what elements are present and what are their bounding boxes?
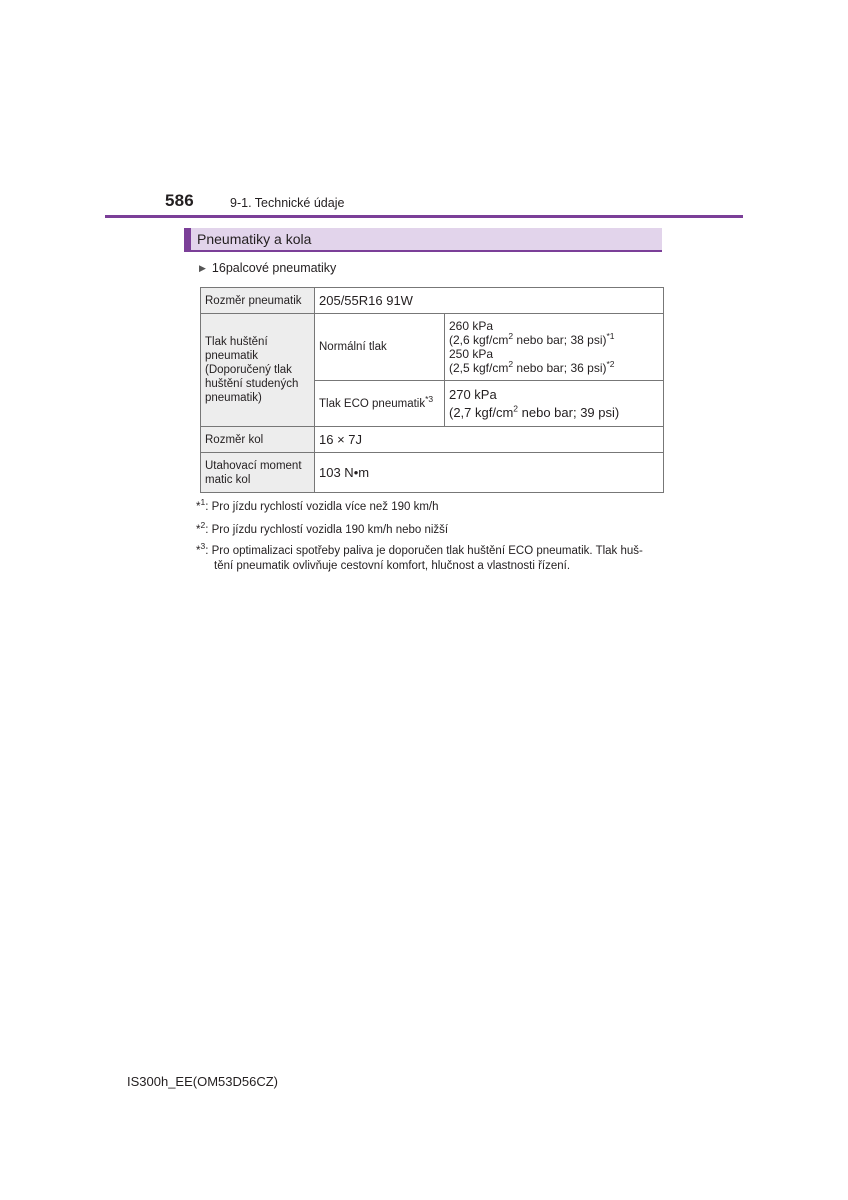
value-line: (2,6 kgf/$cm^2$ nebo bar; 38 psi)$^{*1}$ — [449, 331, 615, 347]
footnote-ref: *2 — [606, 359, 615, 369]
triangle-bullet-icon: ▶ — [199, 263, 206, 273]
footnote-mark: *$^3$ — [196, 541, 206, 557]
specs-table — [200, 287, 664, 493]
row-value: 205/55R16 91W — [315, 288, 664, 314]
header-rule — [105, 215, 743, 218]
footnote-text: : Pro jízdu rychlostí vozidla více než 190 km/h — [205, 501, 439, 513]
title-accent — [184, 228, 191, 250]
footnote — [196, 521, 666, 539]
row-header: Tlak huštění pneumatik (Doporučený tlak huštění studených pneumatik) — [201, 314, 315, 427]
value-line: (2,5 kgf/$cm^2$ nebo bar; 36 psi)$^{*2}$ — [449, 359, 615, 375]
page-number: 586 — [165, 191, 194, 210]
value-line: 260 kPa — [449, 319, 494, 333]
table-row — [201, 314, 664, 381]
footnote — [196, 498, 666, 516]
bullet-item — [199, 261, 336, 275]
model-code: IS300h_EE(OM53D56CZ) — [127, 1074, 279, 1089]
value-line: 270 kPa — [449, 387, 497, 402]
sub-header: Normální tlak — [315, 314, 445, 381]
footnote-mark: *$^2$ — [196, 520, 206, 536]
footnote-ref: *3 — [425, 393, 434, 404]
row-header: Rozměr pneumatik — [201, 288, 315, 314]
section-reference: 9-1. Technické údaje — [230, 196, 345, 210]
footnote-mark: *$^1$ — [196, 497, 206, 513]
footnote-text: : Pro jízdu rychlostí vozidla 190 km/h nebo nižší — [205, 524, 449, 536]
bullet-text: 16palcové pneumatiky — [211, 261, 337, 275]
footnote — [196, 542, 666, 560]
section-title-bar — [184, 228, 662, 252]
table-row — [201, 427, 664, 453]
footnote-continuation: tění pneumatik ovlivňuje cestovní komfort, hlučnost a vlastnosti řízení. — [214, 560, 571, 572]
footnote-text: : Pro optimalizaci spotřeby paliva je doporučen tlak huštění ECO pneumatik. Tlak huš- — [205, 545, 643, 557]
value-line: 250 kPa — [449, 347, 494, 361]
table-row — [201, 288, 664, 314]
value-line: (2,7 kgf/$cm^2$ nebo bar; 39 psi) — [449, 403, 620, 420]
row-value: 103 N•m — [315, 453, 664, 493]
sub-header: Tlak ECO pneumatik$^{*3}$ — [315, 381, 445, 427]
row-header: Rozměr kol — [201, 427, 315, 453]
footnote-ref: *1 — [606, 331, 615, 341]
row-value: 16 × 7J — [315, 427, 664, 453]
row-value — [445, 381, 664, 427]
section-title: Pneumatiky a kola — [197, 231, 312, 247]
table-row — [201, 453, 664, 493]
row-header: Utahovací moment matic kol — [201, 453, 315, 493]
row-value — [445, 314, 664, 381]
